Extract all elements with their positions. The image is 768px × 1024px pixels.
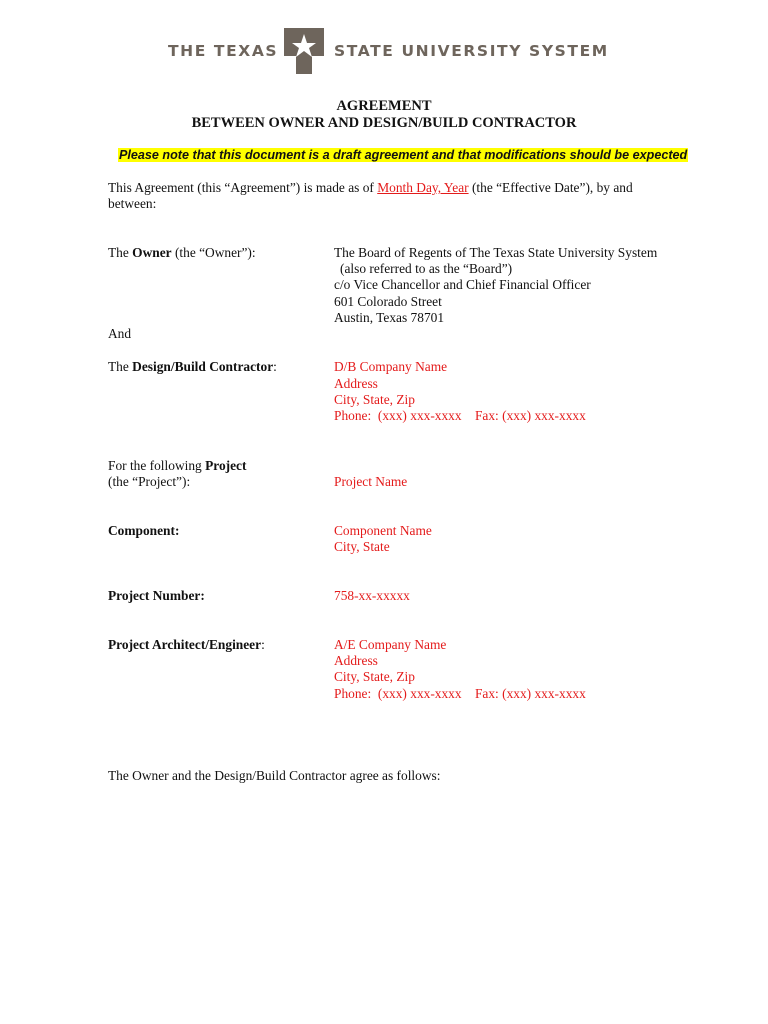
contractor-line: D/B Company Name <box>334 359 448 374</box>
logo-text-right: STATE UNIVERSITY SYSTEM <box>334 42 609 60</box>
project-label-line-2: (the “Project”): <box>108 474 191 489</box>
owner-line: c/o Vice Chancellor and Chief Financial Officer <box>334 277 591 292</box>
closing-statement: The Owner and the Design/Build Contractor agree as follows: <box>108 768 441 783</box>
and-text: And <box>108 326 132 341</box>
intro-line-1: This Agreement (this “Agreement”) is made as of Month Day, Year (the “Effective Date”), by and <box>108 180 633 195</box>
contractor-label: The Design/Build Contractor: <box>108 359 277 374</box>
owner-line: The Board of Regents of The Texas State University System <box>334 245 658 260</box>
project-number-label: Project Number: <box>108 588 205 603</box>
document-title: AGREEMENT <box>336 98 432 114</box>
component-line: Component Name <box>334 523 432 538</box>
owner-line: (also referred to as the “Board”) <box>340 261 513 276</box>
intro-line-2: between: <box>108 196 157 211</box>
effective-date-placeholder: Month Day, Year <box>377 180 469 195</box>
contractor-line: Address <box>334 376 378 391</box>
project-label: For the following Project <box>108 458 247 473</box>
project-name: Project Name <box>334 474 408 489</box>
star-icon <box>282 26 326 76</box>
architect-label: Project Architect/Engineer: <box>108 637 265 652</box>
architect-line: Phone: (xxx) xxx-xxxx Fax: (xxx) xxx-xxxx <box>334 686 586 701</box>
architect-line: A/E Company Name <box>334 637 447 652</box>
logo-text-left: THE TEXAS <box>168 42 279 60</box>
architect-line: City, State, Zip <box>334 669 415 684</box>
owner-line: 601 Colorado Street <box>334 294 442 309</box>
contractor-line: Phone: (xxx) xxx-xxxx Fax: (xxx) xxx-xxxx <box>334 408 586 423</box>
component-line: City, State <box>334 539 390 554</box>
component-label: Component: <box>108 523 180 538</box>
project-number-value: 758-xx-xxxxx <box>334 588 410 603</box>
owner-label: The Owner (the “Owner”): <box>108 245 256 260</box>
document-subtitle: BETWEEN OWNER AND DESIGN/BUILD CONTRACTOR <box>191 115 577 131</box>
contractor-line: City, State, Zip <box>334 392 415 407</box>
owner-line: Austin, Texas 78701 <box>334 310 445 325</box>
architect-line: Address <box>334 653 378 668</box>
draft-notice: Please note that this document is a draft agreement and that modifications should be expected <box>119 148 688 162</box>
